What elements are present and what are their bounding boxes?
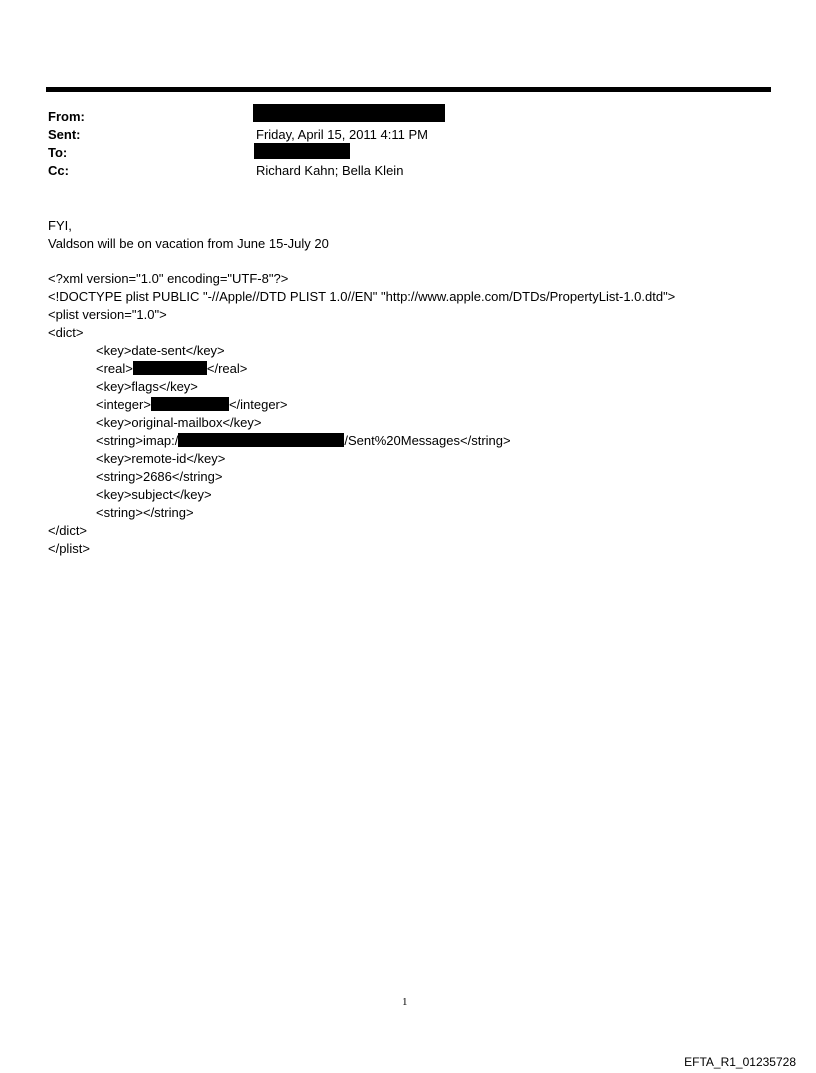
page-number: 1 (402, 996, 408, 1008)
string-subject: <string></string> (96, 505, 194, 520)
imap-redaction (178, 433, 344, 447)
header-rule (46, 87, 771, 92)
plist-close: </plist> (48, 541, 90, 556)
string-remote-id: <string>2686</string> (96, 469, 223, 484)
cc-label: Cc: (48, 163, 69, 178)
from-label: From: (48, 109, 85, 124)
to-redaction (254, 143, 350, 159)
from-redaction (253, 104, 445, 122)
real-line (96, 361, 247, 377)
sent-label: Sent: (48, 127, 81, 142)
imap-line (96, 433, 511, 449)
dict-close: </dict> (48, 523, 88, 538)
dict-open: <dict> (48, 325, 84, 340)
key-original-mailbox: <key>original-mailbox</key> (96, 415, 262, 430)
imap-close-tag: /Sent%20Messages</string> (344, 433, 511, 448)
real-redaction (133, 361, 207, 375)
real-open-tag: <real> (96, 361, 133, 376)
key-remote-id: <key>remote-id</key> (96, 451, 226, 466)
plist-open: <plist version="1.0"> (48, 307, 167, 322)
greeting-text: FYI, (48, 218, 72, 233)
xml-declaration: <?xml version="1.0" encoding="UTF-8"?> (48, 271, 289, 286)
imap-open-tag: <string>imap:/ (96, 433, 179, 448)
message-text: Valdson will be on vacation from June 15-July 20 (48, 236, 329, 251)
integer-line (96, 397, 287, 413)
key-flags: <key>flags</key> (96, 379, 198, 394)
integer-close-tag: </integer> (228, 397, 288, 412)
cc-value: Richard Kahn; Bella Klein (256, 163, 404, 178)
sent-value: Friday, April 15, 2011 4:11 PM (256, 127, 428, 142)
key-date-sent: <key>date-sent</key> (96, 343, 225, 358)
integer-redaction (151, 397, 229, 411)
doctype-line: <!DOCTYPE plist PUBLIC "-//Apple//DTD PLIST 1.0//EN" "http://www.apple.com/DTDs/PropertyList-1.0.dtd"> (48, 289, 676, 304)
key-subject: <key>subject</key> (96, 487, 212, 502)
to-label: To: (48, 145, 68, 160)
document-id: EFTA_R1_01235728 (684, 1055, 796, 1069)
integer-open-tag: <integer> (96, 397, 151, 412)
real-close-tag: </real> (206, 361, 248, 376)
